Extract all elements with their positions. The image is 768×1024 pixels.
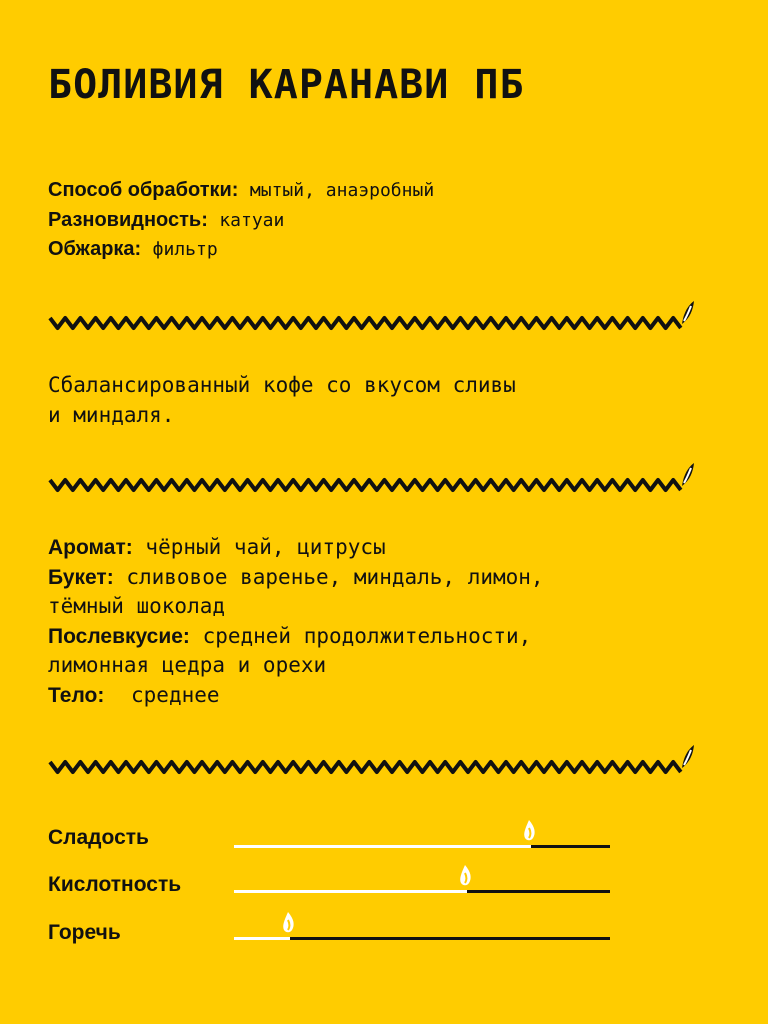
note-label: Аромат: [48,536,133,559]
scale-fill [234,890,467,893]
spec-value: катуаи [219,209,285,231]
spec-value: мытый, анаэробный [249,180,435,201]
zigzag-divider-icon [46,742,696,786]
scale-track [290,937,610,940]
scale-fill [234,937,290,940]
spec-processing [48,176,434,206]
scale-track [531,845,610,848]
spec-list [48,176,434,265]
scale-bar-bitterness [234,937,610,940]
scale-track [467,890,610,893]
note-label: Букет: [48,565,114,589]
note-bouquet-cont [48,592,544,622]
flame-marker-icon [457,864,473,888]
note-value: сливовое варенье, миндаль, лимон, [126,564,544,589]
note-bouquet [48,563,544,593]
zigzag-divider-icon [46,460,696,504]
taste-notes [48,533,544,710]
spec-label: Обжарка: [48,238,142,260]
scale-bar-sweetness [234,845,610,848]
scale-label-bitterness: Горечь [48,921,121,944]
spec-roast [48,235,434,265]
note-value: средней продолжительности, [202,623,532,648]
description [48,370,516,430]
note-value: чёрный чай, цитрусы [145,535,386,559]
note-aftertaste [48,622,544,652]
spec-variety [48,206,434,236]
note-value: лимонная цедра и орехи [48,653,327,677]
scale-bar-acidity [234,890,610,893]
description-line: Сбалансированный кофе со вкусом сливы [48,373,516,397]
product-title: БОЛИВИЯ КАРАНАВИ ПБ [48,62,525,108]
scale-fill [234,845,531,848]
scale-label-acidity: Кислотность [48,873,182,896]
flame-marker-icon [521,819,537,843]
zigzag-divider-icon [46,298,696,342]
flame-marker-icon [280,911,296,935]
note-aroma [48,533,544,563]
scale-label-sweetness: Сладость [48,826,149,849]
note-label: Тело: [48,683,105,707]
spec-label: Разновидность: [48,208,208,231]
description-line: и миндаля. [48,403,175,427]
spec-label: Способ обработки: [48,179,239,201]
note-value: тёмный шоколад [48,594,226,618]
note-label: Послевкусие: [48,624,190,648]
spec-value: фильтр [152,239,218,260]
note-body [48,681,544,711]
note-value: среднее [131,682,220,707]
note-aftertaste-cont [48,651,544,681]
